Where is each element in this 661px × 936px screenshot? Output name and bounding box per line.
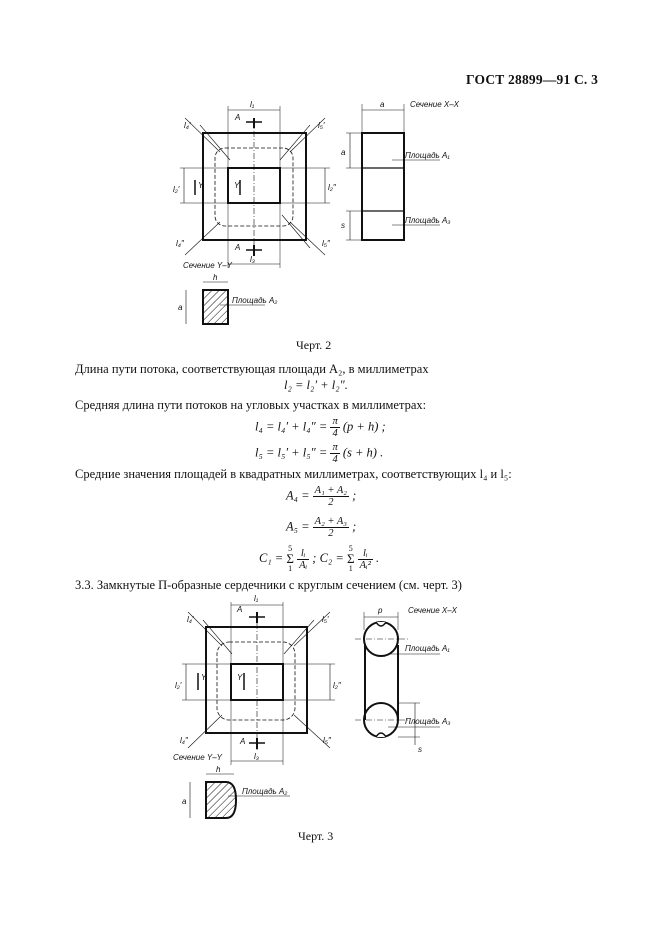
fig3-label-l5p: l₅′ <box>322 615 329 624</box>
fig3-label-l2pp: l₂″ <box>333 681 341 690</box>
paragraph-corner-paths: Средняя длина пути потоков на угловых участках в миллиметрах: <box>75 398 427 412</box>
fig2-label-y-left: Y <box>198 181 204 190</box>
fig2-label-l1: l₁ <box>250 100 255 109</box>
paragraph-flux-path: Длина пути потока, соответствующая площади A₂, в миллиметрах <box>75 362 429 376</box>
section-3-3-heading: 3.3. Замкнутые П-образные сердечники с круглым сечением (см. черт. 3) <box>75 578 462 592</box>
fig2-label-l5p: l₅′ <box>318 121 325 130</box>
formula-c1-c2: C₁ = 5 Σ 1 $\frac{\text{lᵢ}}{\text{Aᵢ}}$ ; C₂ = 5 Σ 1 $\frac{\text{lᵢ}}{\text{Aᵢ²}}$ . <box>259 544 380 573</box>
paragraph-avg-areas: Средние значения площадей в квадратных миллиметрах, соответствующих l₄ и l₅: <box>75 467 512 481</box>
fig3-label-h: h <box>216 765 221 774</box>
formula-a5: A₅ = $\frac{\text{A₂ + A₃}}{2}$ ; <box>286 516 357 539</box>
fig2-section-yy: Сечение Y–Y <box>183 261 233 270</box>
fig3-label-l4p: l₄′ <box>187 615 194 624</box>
fig2-area-a2: Площадь A₂ <box>232 296 278 305</box>
fig3-label-l2p: l₂′ <box>175 681 182 690</box>
fig3-label-l5pp: l₅″ <box>323 736 331 745</box>
fig2-label-a-bottom: A <box>235 243 241 252</box>
fig2-label-a-xx: a <box>380 100 385 109</box>
figure-3-caption: Черт. 3 <box>298 829 334 843</box>
fig2-label-l3: l₃ <box>250 255 255 264</box>
fig3-area-a1: Площадь A₁ <box>405 644 450 653</box>
figure-2-caption: Черт. 2 <box>296 338 332 352</box>
fig2-label-a-yy: a <box>178 303 183 312</box>
fig2-label-l4pp: l₄″ <box>176 239 184 248</box>
fig3-label-l3: l₃ <box>254 752 259 761</box>
fig2-area-a1: Площадь A₁ <box>405 151 450 160</box>
fig2-label-s: s <box>341 221 345 230</box>
fig2-label-l2pp: l₂″ <box>328 183 336 192</box>
fig2-section-xx: Сечение X–X <box>410 100 460 109</box>
fig3-label-l4pp: l₄″ <box>180 736 188 745</box>
formula-l5: l₅ = l₅′ + l₅″ = $\frac{\pi}{4}$ (s + h) . <box>255 442 384 465</box>
fig3-label-a-top: A <box>237 605 243 614</box>
figure-2-drawing <box>160 92 490 332</box>
fig2-label-h: h <box>213 273 218 282</box>
fig3-section-xx: Сечение X–X <box>408 606 458 615</box>
formula-a4: A₄ = $\frac{\text{A₁ + A₂}}{2}$ ; <box>286 485 357 508</box>
fig2-area-a3: Площадь A₃ <box>405 216 451 225</box>
fig2-label-a-top: A <box>235 113 241 122</box>
page-header: ГОСТ 28899—91 С. 3 <box>466 72 599 87</box>
fig3-section-yy: Сечение Y–Y <box>173 753 223 762</box>
fig2-label-l5pp: l₅″ <box>322 239 330 248</box>
fig3-label-y-left: Y <box>201 673 207 682</box>
fig2-label-l2p: l₂′ <box>173 185 180 194</box>
fig2-label-l4p: l₄′ <box>184 121 191 130</box>
formula-l4: l₄ = l₄′ + l₄″ = $\frac{\pi}{4}$ (p + h) ; <box>255 416 386 439</box>
fig3-label-a-bottom: A <box>240 737 246 746</box>
fig3-label-l1: l₁ <box>254 595 259 603</box>
fig3-area-a2: Площадь A₂ <box>242 787 288 796</box>
fig3-label-p: p <box>378 606 383 615</box>
fig3-label-y-right: Y <box>237 673 243 682</box>
fig3-area-a3: Площадь A₃ <box>405 717 451 726</box>
formula-l2: l₂ = l₂′ + l₂″. <box>284 378 348 392</box>
fig2-label-y-right: Y <box>234 181 240 190</box>
fig3-label-a-yy: a <box>182 797 187 806</box>
figure-3-drawing <box>165 595 475 835</box>
fig3-label-s: s <box>418 745 422 754</box>
fig2-label-a-side: a <box>341 148 346 157</box>
